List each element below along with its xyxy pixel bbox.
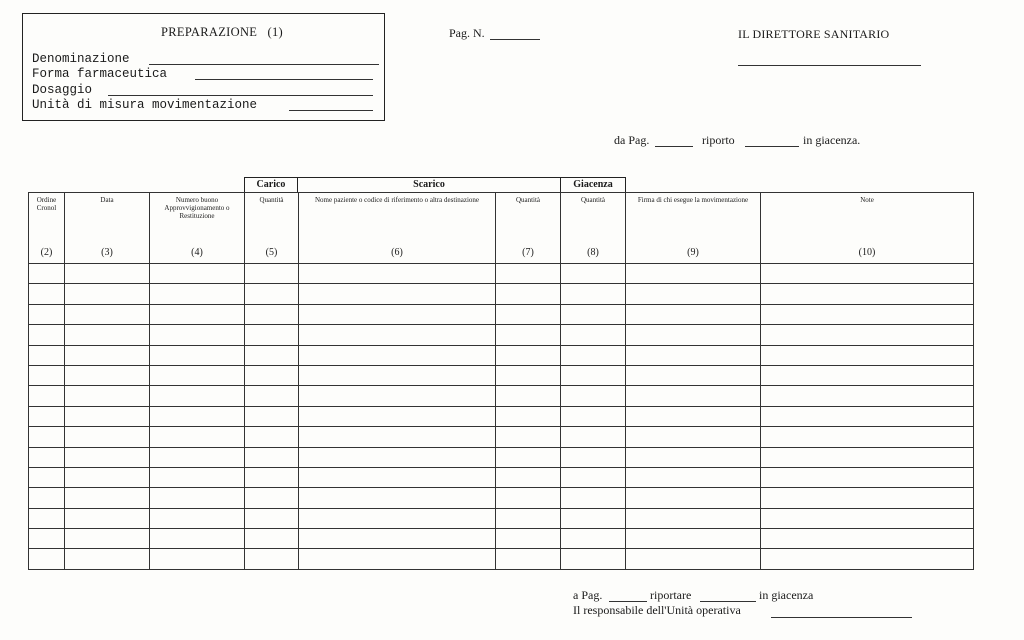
- table-cell[interactable]: [245, 549, 299, 569]
- table-cell[interactable]: [150, 529, 245, 549]
- table-cell[interactable]: [29, 406, 65, 426]
- table-cell[interactable]: [150, 365, 245, 385]
- table-cell[interactable]: [299, 304, 496, 324]
- table-cell[interactable]: [245, 488, 299, 508]
- table-cell[interactable]: [150, 325, 245, 345]
- table-cell[interactable]: [29, 386, 65, 406]
- table-cell[interactable]: [29, 365, 65, 385]
- table-cell[interactable]: [561, 325, 626, 345]
- table-cell[interactable]: [29, 264, 65, 284]
- table-cell[interactable]: [561, 345, 626, 365]
- responsible-label: Il responsabile dell'Unità operativa: [573, 603, 741, 617]
- table-row: [29, 345, 974, 365]
- table-cell[interactable]: [299, 264, 496, 284]
- table-cell[interactable]: [299, 488, 496, 508]
- table-cell[interactable]: [299, 447, 496, 467]
- table-cell[interactable]: [496, 529, 561, 549]
- preparation-box: [22, 13, 385, 121]
- to-page-label: a Pag.: [573, 588, 603, 602]
- table-cell[interactable]: [496, 447, 561, 467]
- table-cell[interactable]: [150, 508, 245, 528]
- table-cell[interactable]: [65, 467, 150, 487]
- table-cell[interactable]: [496, 467, 561, 487]
- table-cell[interactable]: [299, 386, 496, 406]
- table-cell[interactable]: [496, 406, 561, 426]
- table-cell[interactable]: [561, 386, 626, 406]
- table-row: [29, 488, 974, 508]
- table-cell[interactable]: [761, 304, 974, 324]
- table-cell[interactable]: [299, 529, 496, 549]
- table-cell[interactable]: [150, 386, 245, 406]
- table-cell[interactable]: [561, 447, 626, 467]
- table-cell[interactable]: [150, 284, 245, 304]
- carry-report-field[interactable]: [745, 146, 799, 147]
- table-cell[interactable]: [561, 284, 626, 304]
- table-cell[interactable]: [496, 365, 561, 385]
- table-cell[interactable]: [299, 284, 496, 304]
- table-cell[interactable]: [626, 488, 761, 508]
- table-cell[interactable]: [65, 386, 150, 406]
- group-giacenza: Giacenza: [561, 177, 626, 192]
- table-cell[interactable]: [496, 386, 561, 406]
- table-cell[interactable]: [29, 325, 65, 345]
- table-cell[interactable]: [65, 427, 150, 447]
- table-cell[interactable]: [29, 488, 65, 508]
- unita-misura-field[interactable]: [289, 110, 373, 111]
- table-row: [29, 264, 974, 284]
- carry-stock-label: in giacenza.: [803, 133, 861, 147]
- table-cell[interactable]: [65, 508, 150, 528]
- table-cell[interactable]: [626, 427, 761, 447]
- table-cell[interactable]: [245, 345, 299, 365]
- page-number-field[interactable]: [490, 39, 540, 40]
- table-cell[interactable]: [65, 325, 150, 345]
- table-cell[interactable]: [29, 447, 65, 467]
- table-cell[interactable]: [245, 325, 299, 345]
- table-row: [29, 304, 974, 324]
- table-cell[interactable]: [245, 427, 299, 447]
- table-cell[interactable]: [150, 549, 245, 569]
- table-cell[interactable]: [245, 508, 299, 528]
- table-cell[interactable]: [150, 447, 245, 467]
- table-cell[interactable]: [65, 488, 150, 508]
- table-cell[interactable]: [626, 549, 761, 569]
- table-cell[interactable]: [626, 264, 761, 284]
- table-cell[interactable]: [626, 304, 761, 324]
- col-header-data: Data (3): [65, 193, 150, 264]
- table-cell[interactable]: [65, 447, 150, 467]
- group-scarico: Scarico: [298, 177, 561, 192]
- page-number-label: Pag. N.: [449, 26, 485, 40]
- table-cell[interactable]: [561, 549, 626, 569]
- col-header-ordine: Ordine Cronol (2): [29, 193, 65, 264]
- dosaggio-label: Dosaggio: [32, 83, 93, 97]
- table-row: [29, 386, 974, 406]
- register-table: [28, 192, 974, 570]
- table-cell[interactable]: [761, 447, 974, 467]
- table-cell[interactable]: [299, 345, 496, 365]
- carry-from-label: da Pag.: [614, 133, 650, 147]
- table-cell[interactable]: [245, 264, 299, 284]
- dosaggio-field[interactable]: [108, 95, 373, 96]
- table-cell[interactable]: [245, 365, 299, 385]
- table-cell[interactable]: [626, 447, 761, 467]
- denominazione-label: Denominazione: [32, 52, 130, 66]
- table-row: [29, 447, 974, 467]
- table-cell[interactable]: [65, 529, 150, 549]
- col-header-numero-buono: Numero buono Approvvigionamento o Restituzione (4): [150, 193, 245, 264]
- table-cell[interactable]: [761, 488, 974, 508]
- table-cell[interactable]: [65, 549, 150, 569]
- table-cell[interactable]: [561, 467, 626, 487]
- register-body: [29, 264, 974, 570]
- table-cell[interactable]: [65, 284, 150, 304]
- table-cell[interactable]: [496, 325, 561, 345]
- to-page-field[interactable]: [609, 601, 647, 602]
- table-cell[interactable]: [561, 406, 626, 426]
- table-cell[interactable]: [626, 386, 761, 406]
- table-cell[interactable]: [561, 304, 626, 324]
- table-cell[interactable]: [626, 406, 761, 426]
- table-cell[interactable]: [299, 467, 496, 487]
- group-carico: Carico: [244, 177, 298, 192]
- table-cell[interactable]: [561, 508, 626, 528]
- table-cell[interactable]: [761, 284, 974, 304]
- table-cell[interactable]: [561, 488, 626, 508]
- table-cell[interactable]: [626, 345, 761, 365]
- table-cell[interactable]: [150, 488, 245, 508]
- table-cell[interactable]: [65, 345, 150, 365]
- unita-misura-label: Unità di misura movimentazione: [32, 98, 258, 112]
- table-cell[interactable]: [761, 427, 974, 447]
- table-cell[interactable]: [150, 467, 245, 487]
- table-cell[interactable]: [29, 345, 65, 365]
- table-cell[interactable]: [299, 549, 496, 569]
- table-cell[interactable]: [29, 508, 65, 528]
- carry-report-label: riporto: [702, 133, 735, 147]
- table-cell[interactable]: [496, 304, 561, 324]
- table-cell[interactable]: [626, 284, 761, 304]
- table-cell[interactable]: [496, 427, 561, 447]
- denominazione-field[interactable]: [149, 64, 379, 65]
- table-cell[interactable]: [761, 529, 974, 549]
- table-cell[interactable]: [29, 284, 65, 304]
- table-cell[interactable]: [761, 467, 974, 487]
- table-cell[interactable]: [626, 365, 761, 385]
- col-header-scarico-quantita: Quantità (7): [496, 193, 561, 264]
- table-cell[interactable]: [65, 406, 150, 426]
- table-cell[interactable]: [761, 508, 974, 528]
- table-cell[interactable]: [496, 508, 561, 528]
- forma-farmaceutica-label: Forma farmaceutica: [32, 67, 168, 81]
- table-cell[interactable]: [496, 549, 561, 569]
- table-cell[interactable]: [761, 386, 974, 406]
- table-cell[interactable]: [761, 264, 974, 284]
- table-cell[interactable]: [65, 264, 150, 284]
- table-cell[interactable]: [761, 325, 974, 345]
- table-row: [29, 325, 974, 345]
- table-cell[interactable]: [626, 508, 761, 528]
- table-cell[interactable]: [561, 365, 626, 385]
- table-cell[interactable]: [496, 345, 561, 365]
- table-row: [29, 284, 974, 304]
- table-cell[interactable]: [150, 264, 245, 284]
- table-cell[interactable]: [561, 264, 626, 284]
- table-cell[interactable]: [761, 406, 974, 426]
- table-cell[interactable]: [245, 406, 299, 426]
- col-header-note: Note (10): [761, 193, 974, 264]
- table-cell[interactable]: [561, 529, 626, 549]
- table-cell[interactable]: [65, 365, 150, 385]
- table-cell[interactable]: [29, 467, 65, 487]
- col-header-carico-quantita: Quantità (5): [245, 193, 299, 264]
- director-signature-line[interactable]: [738, 65, 921, 66]
- table-cell[interactable]: [299, 406, 496, 426]
- table-cell[interactable]: [29, 529, 65, 549]
- table-cell[interactable]: [626, 467, 761, 487]
- table-row: [29, 427, 974, 447]
- forma-farmaceutica-field[interactable]: [195, 79, 373, 80]
- col-header-firma: Firma di chi esegue la movimentazione (9): [626, 193, 761, 264]
- table-row: [29, 529, 974, 549]
- table-cell[interactable]: [150, 406, 245, 426]
- table-cell[interactable]: [761, 549, 974, 569]
- table-cell[interactable]: [626, 325, 761, 345]
- carry-from-page-field[interactable]: [655, 146, 693, 147]
- table-cell[interactable]: [761, 365, 974, 385]
- table-row: [29, 406, 974, 426]
- director-label: IL DIRETTORE SANITARIO: [738, 27, 890, 41]
- table-row: [29, 549, 974, 569]
- register-table-wrap: [28, 177, 973, 571]
- table-cell[interactable]: [496, 264, 561, 284]
- to-report-label: riportare: [650, 588, 692, 602]
- responsible-signature-line[interactable]: [771, 617, 912, 618]
- table-cell[interactable]: [496, 284, 561, 304]
- table-cell[interactable]: [245, 467, 299, 487]
- table-cell[interactable]: [29, 549, 65, 569]
- table-cell[interactable]: [626, 529, 761, 549]
- table-cell[interactable]: [561, 427, 626, 447]
- table-cell[interactable]: [150, 427, 245, 447]
- table-cell[interactable]: [245, 447, 299, 467]
- table-cell[interactable]: [150, 345, 245, 365]
- table-cell[interactable]: [245, 284, 299, 304]
- table-row: [29, 508, 974, 528]
- table-cell[interactable]: [245, 386, 299, 406]
- col-header-nome-paziente: Nome paziente o codice di riferimento o altra destinazione (6): [299, 193, 496, 264]
- table-cell[interactable]: [65, 304, 150, 324]
- table-cell[interactable]: [245, 529, 299, 549]
- table-cell[interactable]: [299, 427, 496, 447]
- col-header-giacenza-quantita: Quantità (8): [561, 193, 626, 264]
- table-row: [29, 365, 974, 385]
- table-cell[interactable]: [245, 304, 299, 324]
- to-stock-label: in giacenza: [759, 588, 814, 602]
- table-cell[interactable]: [761, 345, 974, 365]
- table-cell[interactable]: [496, 488, 561, 508]
- table-cell[interactable]: [299, 508, 496, 528]
- table-cell[interactable]: [299, 365, 496, 385]
- table-cell[interactable]: [29, 427, 65, 447]
- preparation-title: PREPARAZIONE (1): [161, 25, 283, 39]
- table-cell[interactable]: [29, 304, 65, 324]
- to-report-field[interactable]: [700, 601, 756, 602]
- table-row: [29, 467, 974, 487]
- table-cell[interactable]: [150, 304, 245, 324]
- table-cell[interactable]: [299, 325, 496, 345]
